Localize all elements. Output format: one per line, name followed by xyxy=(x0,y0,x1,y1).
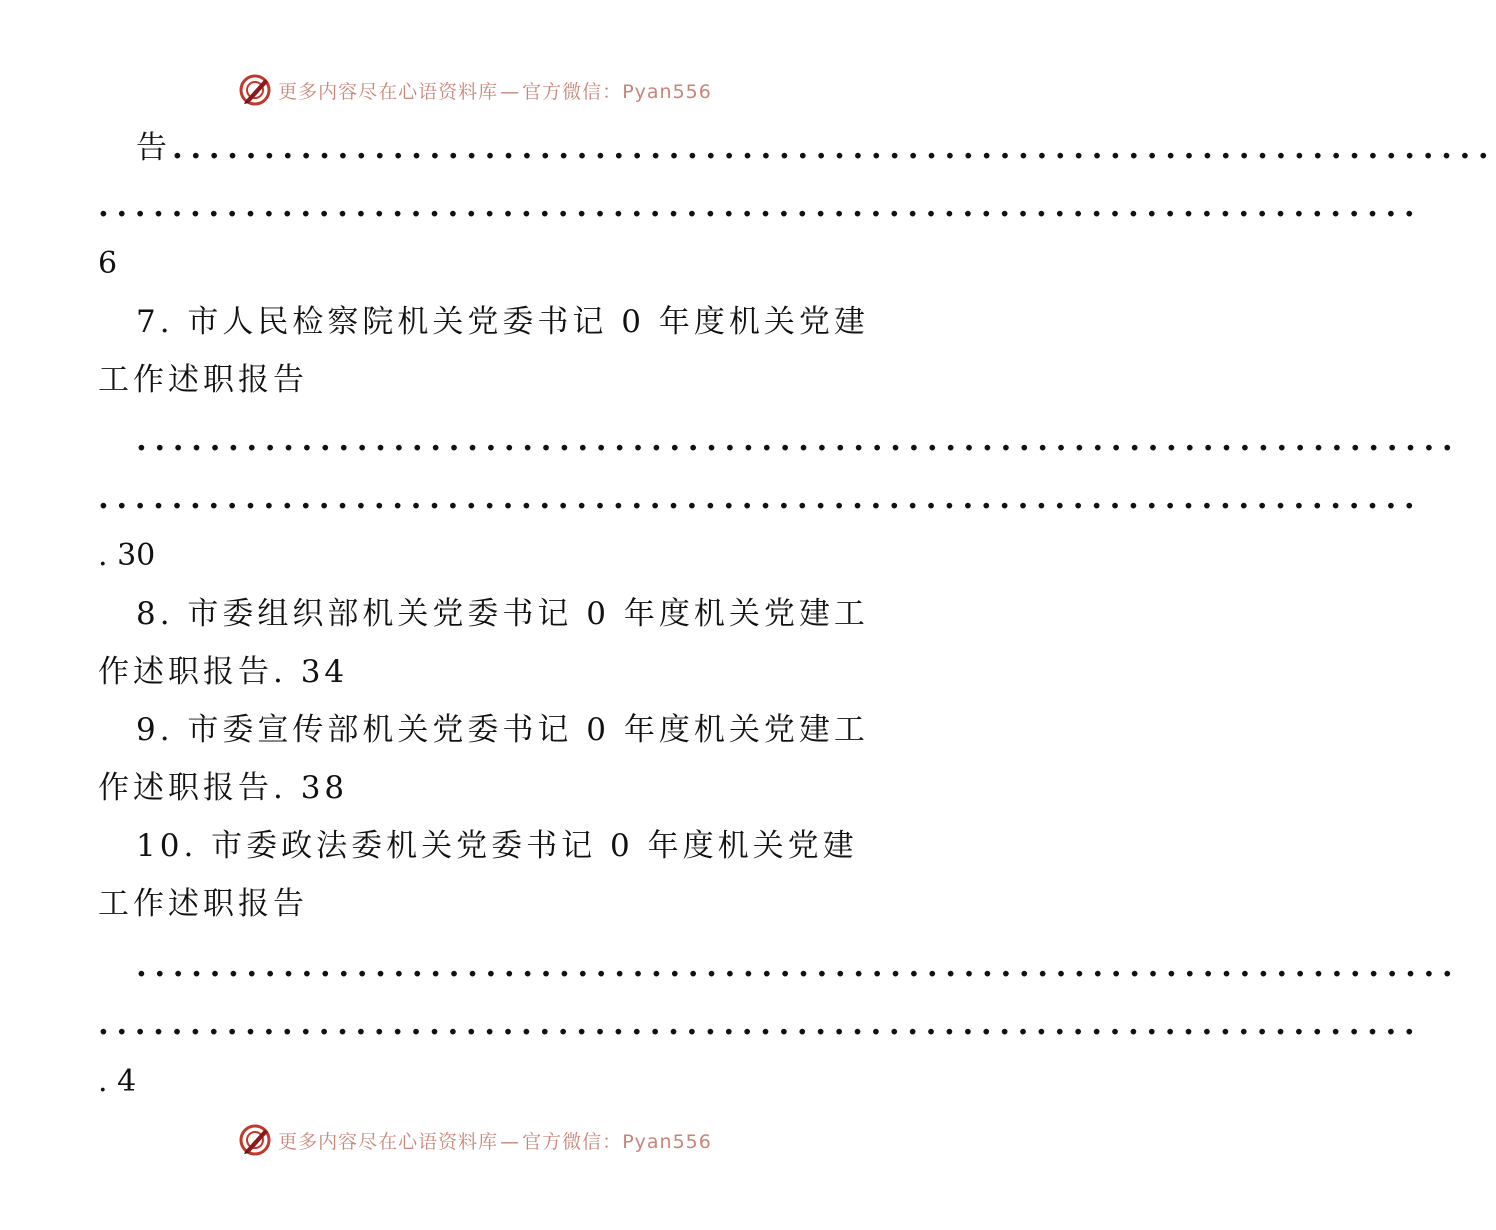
toc-entry8-title-cont: 作述职报告. 34 xyxy=(98,654,349,690)
toc-entry7-title-cont: 工作述职报告 xyxy=(98,362,308,398)
watermark-brand: 更多内容尽在心语资料库 xyxy=(278,1130,499,1153)
toc-entry10-title: 10. 市委政法委机关党委书记 0 年度机关党建 xyxy=(136,828,858,864)
toc-entry6-page: 6 xyxy=(98,246,118,281)
toc-entry10-title-cont: 工作述职报告 xyxy=(98,886,308,922)
toc-entry10-page: . 4 xyxy=(98,1064,137,1099)
toc-leader-dots: ........................................................................ xyxy=(136,948,1461,984)
toc-leader-dots: ........................................................................ xyxy=(172,130,1496,166)
watermark-text xyxy=(278,77,712,104)
toc-leader-dots: ........................................................................ xyxy=(98,188,1423,224)
toc-entry9-title: 9. 市委宣传部机关党委书记 0 年度机关党建工 xyxy=(136,712,869,748)
watermark-wechat-id: Pyan556 xyxy=(622,1130,712,1153)
toc-entry9-title-cont: 作述职报告. 38 xyxy=(98,770,349,806)
watermark-text xyxy=(278,1127,712,1154)
toc-leader-dots: ........................................................................ xyxy=(136,422,1461,458)
toc-leader-dots: ........................................................................ xyxy=(98,1006,1423,1042)
toc-entry6-tail-text: 告 xyxy=(136,130,171,166)
watermark-wechat-label: 官方微信： xyxy=(522,1130,623,1153)
watermark-separator: — xyxy=(500,1130,521,1153)
watermark-separator: — xyxy=(500,80,521,103)
watermark-wechat-label: 官方微信： xyxy=(522,80,623,103)
toc-entry6-tail xyxy=(136,128,171,168)
watermark-header xyxy=(0,70,950,110)
watermark-wechat-id: Pyan556 xyxy=(622,80,712,103)
watermark-brand: 更多内容尽在心语资料库 xyxy=(278,80,499,103)
toc-entry8-title: 8. 市委组织部机关党委书记 0 年度机关党建工 xyxy=(136,596,869,632)
watermark-footer xyxy=(0,1120,950,1160)
toc-entry7-title: 7. 市人民检察院机关党委书记 0 年度机关党建 xyxy=(136,304,869,340)
pen-logo-icon xyxy=(238,1123,272,1157)
pen-logo-icon xyxy=(238,73,272,107)
toc-entry7-page: . 30 xyxy=(98,538,156,573)
toc-leader-dots: ........................................................................ xyxy=(98,480,1423,516)
